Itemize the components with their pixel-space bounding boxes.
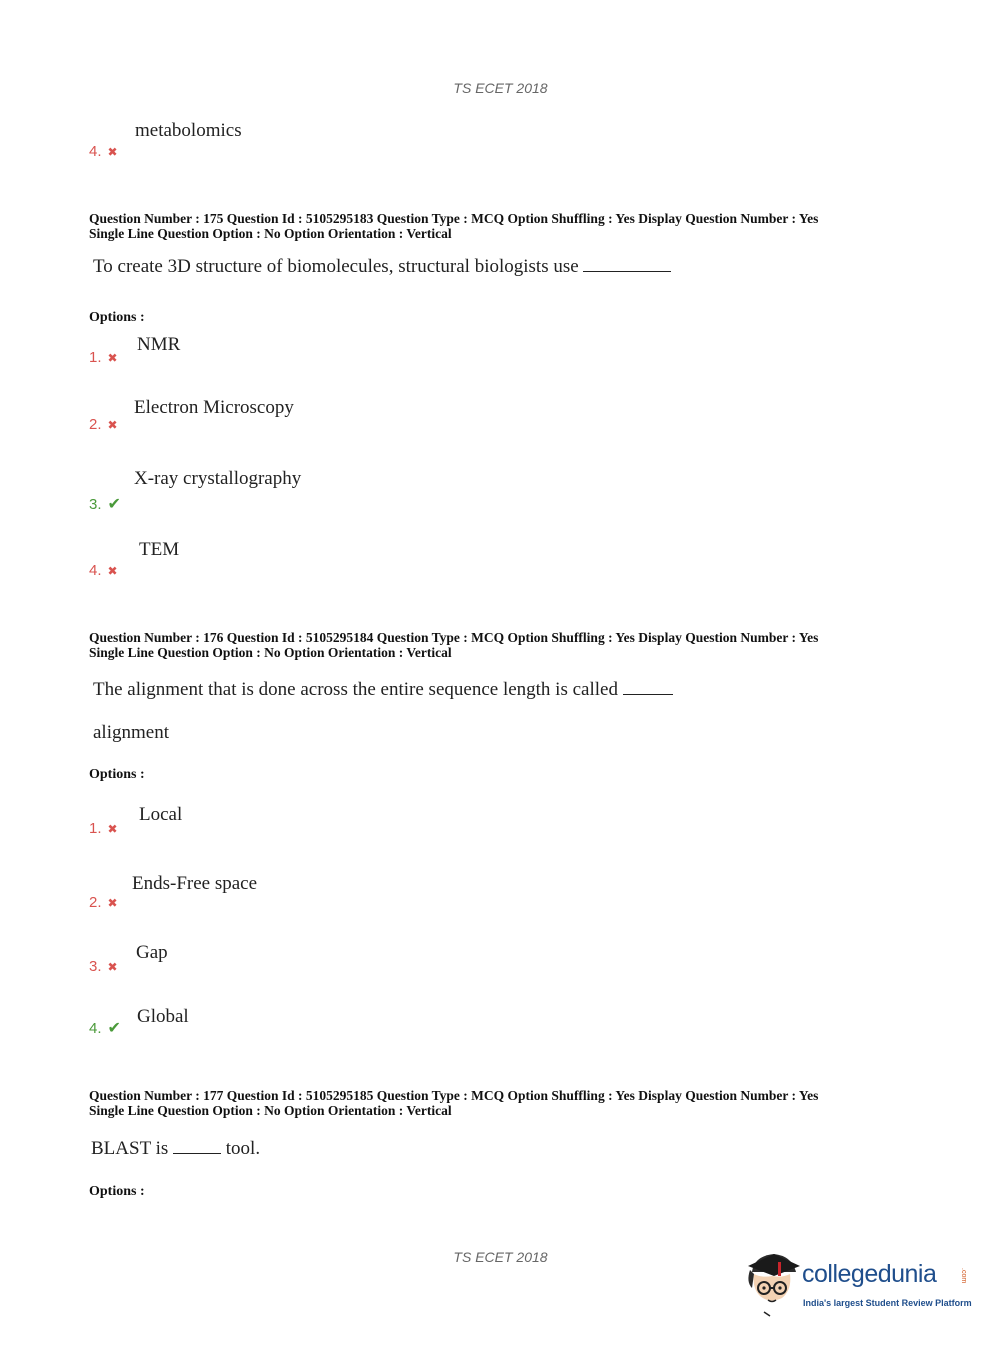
- options-label: Options :: [89, 310, 145, 325]
- option-number: 3.: [89, 958, 102, 975]
- option-text: Ends-Free space: [132, 873, 258, 894]
- option-number: 1.: [89, 820, 102, 837]
- cross-icon: ✖: [107, 822, 118, 836]
- option-marker: [89, 894, 118, 912]
- logo-suffix: .com: [960, 1268, 967, 1284]
- option-marker: [89, 494, 121, 514]
- question-text-body: To create 3D structure of biomolecules, structural biologists use: [93, 256, 579, 277]
- question-meta: Question Number : 176 Question Id : 5105295184 Question Type : MCQ Option Shuffling : Yes Display Question Number : Yes: [89, 630, 819, 645]
- cross-icon: ✖: [107, 564, 118, 578]
- question-text: [93, 676, 673, 701]
- answer-blank: [623, 676, 673, 695]
- options-label: Options :: [89, 767, 145, 782]
- option-marker: [89, 1018, 121, 1038]
- page-footer: TS ECET 2018: [453, 1249, 548, 1265]
- option-marker: [89, 416, 118, 434]
- question-text-line2: alignment: [93, 722, 169, 743]
- cross-icon: ✖: [107, 145, 118, 159]
- option-text: metabolomics: [135, 120, 242, 141]
- question-meta-line2: Single Line Question Option : No Option Orientation : Vertical: [89, 1103, 452, 1118]
- page-header: TS ECET 2018: [453, 80, 548, 96]
- option-text: TEM: [139, 539, 180, 560]
- option-number: 4.: [89, 143, 102, 160]
- option-marker: [89, 820, 118, 838]
- option-marker: [89, 562, 118, 580]
- question-text: [93, 253, 671, 278]
- option-text: Local: [139, 804, 183, 825]
- option-text: Electron Microscopy: [134, 397, 294, 418]
- option-number: 1.: [89, 349, 102, 366]
- option-text: X-ray crystallography: [134, 468, 302, 489]
- cross-icon: ✖: [107, 960, 118, 974]
- question-text-body: The alignment that is done across the entire sequence length is called: [93, 679, 618, 700]
- answer-blank: [583, 253, 671, 272]
- cross-icon: ✖: [107, 351, 118, 365]
- options-label: Options :: [89, 1184, 145, 1199]
- answer-blank: [173, 1135, 221, 1154]
- collegedunia-logo: [742, 1248, 974, 1318]
- question-meta-line2: Single Line Question Option : No Option Orientation : Vertical: [89, 645, 452, 660]
- question-meta: Question Number : 177 Question Id : 5105295185 Question Type : MCQ Option Shuffling : Yes Display Question Number : Yes: [89, 1088, 819, 1103]
- question-text-part1: BLAST is: [91, 1138, 169, 1159]
- option-number: 3.: [89, 496, 102, 513]
- question-text: [91, 1135, 260, 1160]
- cross-icon: ✖: [107, 418, 118, 432]
- cross-icon: ✖: [107, 896, 118, 910]
- check-icon: ✔: [107, 494, 121, 513]
- mascot-icon: [742, 1248, 802, 1318]
- option-marker: [89, 143, 118, 161]
- option-marker: [89, 958, 118, 976]
- option-number: 4.: [89, 1020, 102, 1037]
- check-icon: ✔: [107, 1018, 121, 1037]
- logo-wordmark: collegedunia: [802, 1260, 937, 1288]
- logo-tagline: India's largest Student Review Platform: [803, 1298, 972, 1308]
- option-number: 2.: [89, 894, 102, 911]
- question-text-part2: tool.: [225, 1138, 261, 1159]
- option-text: Global: [137, 1006, 189, 1027]
- question-meta: Question Number : 175 Question Id : 5105295183 Question Type : MCQ Option Shuffling : Yes Display Question Number : Yes: [89, 211, 819, 226]
- question-meta-line2: Single Line Question Option : No Option Orientation : Vertical: [89, 226, 452, 241]
- option-text: Gap: [136, 942, 168, 963]
- option-number: 4.: [89, 562, 102, 579]
- option-marker: [89, 349, 118, 367]
- option-text: NMR: [137, 334, 181, 355]
- option-number: 2.: [89, 416, 102, 433]
